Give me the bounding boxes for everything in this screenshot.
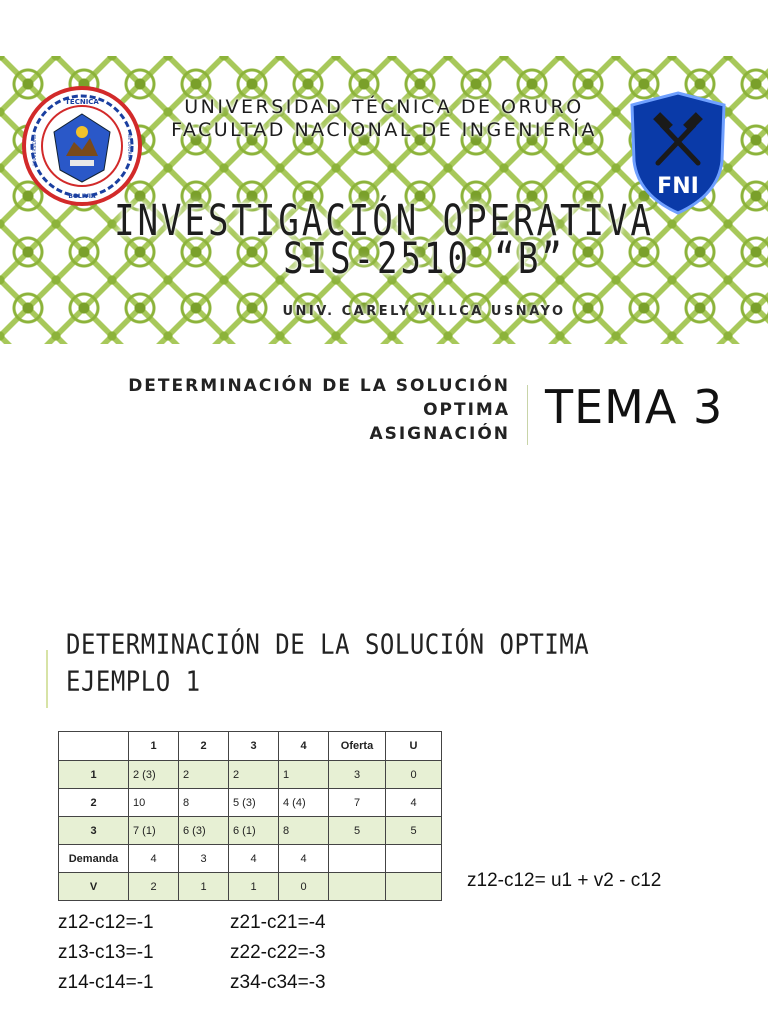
table-cell: 4 (4) <box>279 789 329 817</box>
table-row <box>59 761 442 789</box>
table-header-cell: 4 <box>279 732 329 761</box>
course-title: INVESTIGACIÓN OPERATIVA <box>114 196 654 246</box>
table-cell: 10 <box>129 789 179 817</box>
table-cell: 2 (3) <box>129 761 179 789</box>
author-name: UNIV. CARELY VILLCA USNAYO <box>282 304 566 319</box>
table-row <box>59 789 442 817</box>
table-cell: 2 <box>229 761 279 789</box>
table-cell: 4 <box>129 845 179 873</box>
accent-bar <box>46 650 48 708</box>
table-cell: 2 <box>179 761 229 789</box>
table-cell <box>386 873 442 901</box>
table-cell <box>329 845 386 873</box>
vertical-divider <box>527 385 528 445</box>
table-cell: 1 <box>229 873 279 901</box>
table-cell <box>329 873 386 901</box>
table-cell: 0 <box>386 761 442 789</box>
subtitle-line: ASIGNACIÓN <box>369 424 510 444</box>
table-cell: 6 (3) <box>179 817 229 845</box>
transport-table <box>58 731 442 901</box>
table-cell: 0 <box>279 873 329 901</box>
table-cell: 1 <box>179 873 229 901</box>
subtitle-line: OPTIMA <box>423 400 510 420</box>
slide-subtitle <box>60 374 510 446</box>
university-name: UNIVERSIDAD TÉCNICA DE ORURO <box>184 96 584 118</box>
table-row-label: 2 <box>59 789 129 817</box>
table-cell: 5 (3) <box>229 789 279 817</box>
table-header-cell: Oferta <box>329 732 386 761</box>
shield-text: FNI <box>657 174 699 199</box>
table-row-label: 1 <box>59 761 129 789</box>
table-cell: 3 <box>329 761 386 789</box>
table-header-cell: 1 <box>129 732 179 761</box>
equation-right: z21-c21=-4 <box>230 912 326 933</box>
equation-left: z12-c12=-1 <box>58 912 154 933</box>
title-banner <box>0 56 768 344</box>
slide2-title: DETERMINACIÓN DE LA SOLUCIÓN OPTIMA <box>66 628 590 661</box>
reduced-cost-formula: z12-c12= u1 + v2 - c12 <box>467 870 662 891</box>
table-row <box>59 845 442 873</box>
table-header-cell: U <box>386 732 442 761</box>
table-row <box>59 817 442 845</box>
table-header-row <box>59 732 442 761</box>
seal-text-left: UNIVERSIDAD <box>33 134 38 166</box>
table-row-label: 3 <box>59 817 129 845</box>
seal-text-top: TECNICA <box>65 98 99 106</box>
topic-number: TEMA 3 <box>545 380 724 434</box>
table-row-label: Demanda <box>59 845 129 873</box>
subtitle-line: DETERMINACIÓN DE LA SOLUCIÓN <box>128 376 510 396</box>
table-row <box>59 873 442 901</box>
table-cell: 6 (1) <box>229 817 279 845</box>
table-cell: 2 <box>129 873 179 901</box>
equation-left: z14-c14=-1 <box>58 972 154 993</box>
faculty-name: FACULTAD NACIONAL DE INGENIERÍA <box>171 119 597 141</box>
table-header-cell: 3 <box>229 732 279 761</box>
table-row-label: V <box>59 873 129 901</box>
table-header-cell: 2 <box>179 732 229 761</box>
table-cell: 7 (1) <box>129 817 179 845</box>
table-cell: 8 <box>279 817 329 845</box>
table-cell: 3 <box>179 845 229 873</box>
table-cell: 5 <box>329 817 386 845</box>
seal-text-bottom: BOLIVIA <box>68 193 96 200</box>
table-cell: 8 <box>179 789 229 817</box>
equation-right: z22-c22=-3 <box>230 942 326 963</box>
equation-left: z13-c13=-1 <box>58 942 154 963</box>
slide2-example-label: EJEMPLO 1 <box>66 665 201 698</box>
table-cell: 7 <box>329 789 386 817</box>
seal-text-right: DE ORURO <box>126 133 131 159</box>
table-cell: 1 <box>279 761 329 789</box>
equation-right: z34-c34=-3 <box>230 972 326 993</box>
table-cell: 4 <box>386 789 442 817</box>
table-cell <box>386 845 442 873</box>
table-cell: 4 <box>229 845 279 873</box>
table-cell: 5 <box>386 817 442 845</box>
table-cell: 4 <box>279 845 329 873</box>
table-header-cell <box>59 732 129 761</box>
course-code: SIS-2510 “B” <box>283 234 565 284</box>
